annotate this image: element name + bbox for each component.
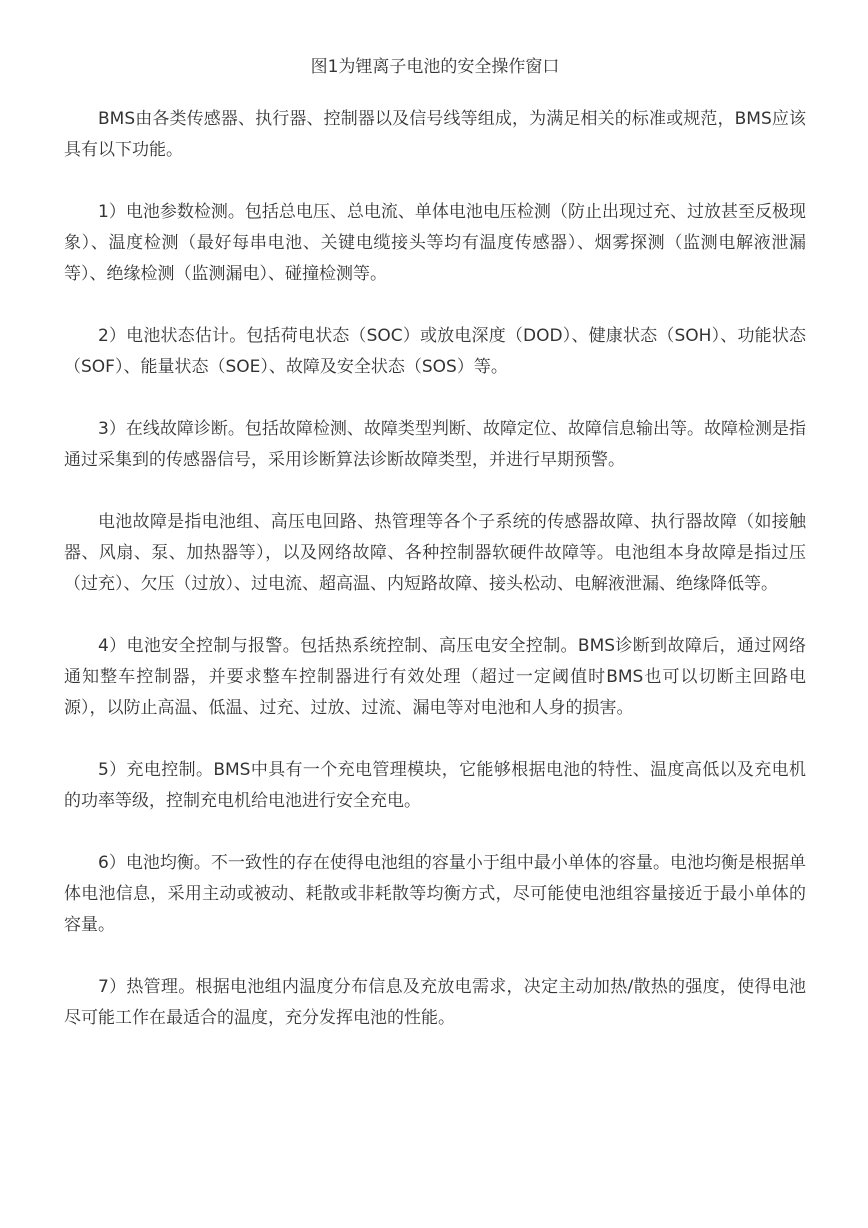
paragraph-intro: BMS由各类传感器、执行器、控制器以及信号线等组成，为满足相关的标准或规范，BMS应该具有以下功能。 [64,109,806,160]
paragraph-safety-control: 4）电池安全控制与报警。包括热系统控制、高压电安全控制。BMS诊断到故障后，通过网络通知整车控制器，并要求整车控制器进行有效处理（超过一定阈值时BMS也可以切断主回路电源），以防止高温、低温、过充、过放、过流、漏电等对电池和人身的损害。 [64,636,806,718]
paragraph-parameter-detection: 1）电池参数检测。包括总电压、总电流、单体电池电压检测（防止出现过充、过放甚至反极现象）、温度检测（最好每串电池、关键电缆接头等均有温度传感器）、烟雾探测（监测电解液泄漏等）、绝缘检测（监测漏电）、碰撞检测等。 [64,202,806,284]
paragraph-fault-diagnosis: 3）在线故障诊断。包括故障检测、故障类型判断、故障定位、故障信息输出等。故障检测是指通过采集到的传感器信号，采用诊断算法诊断故障类型，并进行早期预警。 [64,419,806,470]
paragraph-state-estimation: 2）电池状态估计。包括荷电状态（SOC）或放电深度（DOD）、健康状态（SOH）、功能状态（SOF）、能量状态（SOE）、故障及安全状态（SOS）等。 [64,326,806,377]
figure-caption: 图1为锂离子电池的安全操作窗口 [310,57,560,77]
paragraph-charge-control: 5）充电控制。BMS中具有一个充电管理模块，它能够根据电池的特性、温度高低以及充电机的功率等级，控制充电机给电池进行安全充电。 [64,760,806,811]
article-body [64,52,806,1065]
paragraph-battery-faults: 电池故障是指电池组、高压电回路、热管理等各个子系统的传感器故障、执行器故障（如接触器、风扇、泵、加热器等），以及网络故障、各种控制器软硬件故障等。电池组本身故障是指过压（过充）、欠压（过放）、过电流、超高温、内短路故障、接头松动、电解液泄漏、绝缘降低等。 [64,512,806,594]
paragraph-cell-balancing: 6）电池均衡。不一致性的存在使得电池组的容量小于组中最小单体的容量。电池均衡是根据单体电池信息，采用主动或被动、耗散或非耗散等均衡方式，尽可能使电池组容量接近于最小单体的容量。 [64,853,806,935]
paragraph-thermal-management: 7）热管理。根据电池组内温度分布信息及充放电需求，决定主动加热/散热的强度，使得电池尽可能工作在最适合的温度，充分发挥电池的性能。 [64,977,806,1028]
